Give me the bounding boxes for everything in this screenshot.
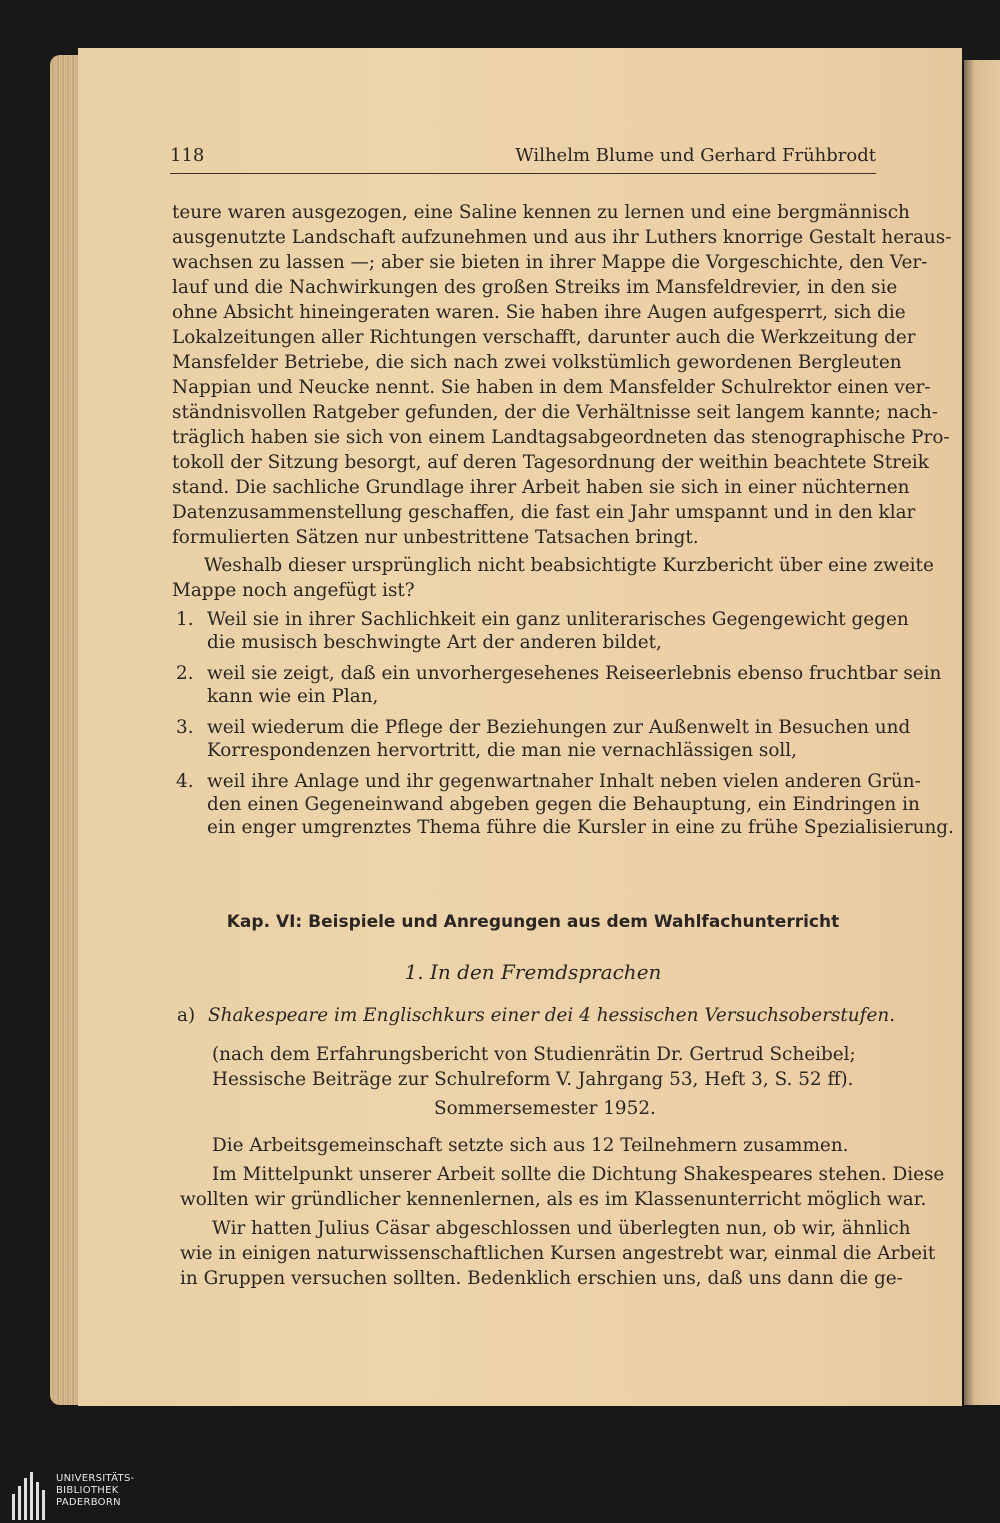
source-line: Sommersemester 1952.	[434, 1098, 656, 1119]
list-number: 2.	[176, 663, 194, 684]
footer-bar	[0, 1470, 1000, 1523]
library-name-line: BIBLIOTHEK	[56, 1485, 119, 1496]
body-line: ständnisvollen Ratgeber gefunden, der die Verhältnisse seit langem kannte; nach-	[172, 402, 938, 423]
source-line: Hessische Beiträge zur Schulreform V. Jahrgang 53, Heft 3, S. 52 ff).	[212, 1069, 854, 1090]
body-line: formulierten Sätzen nur unbestrittene Tatsachen bringt.	[172, 527, 699, 548]
list-item-line: weil wiederum die Pflege der Beziehungen zur Außenwelt in Besuchen und	[207, 717, 911, 738]
closing-line: in Gruppen versuchen sollten. Bedenklich erschien uns, daß uns dann die ge-	[180, 1268, 903, 1289]
source-line: (nach dem Erfahrungsbericht von Studienrätin Dr. Gertrud Scheibel;	[212, 1044, 856, 1065]
body-line: wachsen zu lassen —; aber sie bieten in ihrer Mappe die Vorgeschichte, den Ver-	[172, 252, 928, 273]
body-line: Mansfelder Betriebe, die sich nach zwei volkstümlich gewordenen Bergleuten	[172, 352, 902, 373]
running-head: Wilhelm Blume und Gerhard Frühbrodt	[515, 145, 876, 166]
item-label: a)	[177, 1005, 196, 1026]
list-number: 1.	[176, 609, 194, 630]
list-number: 4.	[176, 771, 194, 792]
library-name-line: UNIVERSITÄTS-	[56, 1473, 135, 1484]
body-line: träglich haben sie sich von einem Landtagsabgeordneten das stenographische Pro-	[172, 427, 950, 448]
body-line: stand. Die sachliche Grundlage ihrer Arbeit haben sie sich in einer nüchternen	[172, 477, 910, 498]
list-item-line: weil sie zeigt, daß ein unvorhergesehenes Reiseerlebnis ebenso fruchtbar sein	[207, 663, 942, 684]
list-number: 3.	[176, 717, 194, 738]
body-line: lauf und die Nachwirkungen des großen Streiks im Mansfeldrevier, in den sie	[172, 277, 898, 298]
body-line: ohne Absicht hineingeraten waren. Sie haben ihre Augen aufgesperrt, sich die	[172, 302, 906, 323]
closing-line: Die Arbeitsgemeinschaft setzte sich aus 12 Teilnehmern zusammen.	[212, 1135, 849, 1156]
page-number: 118	[170, 145, 205, 166]
subsection-heading: 1. In den Fremdsprachen	[404, 960, 662, 984]
closing-line: wollten wir gründlicher kennenlernen, als es im Klassenunterricht möglich war.	[180, 1189, 927, 1210]
body-line: teure waren ausgezogen, eine Saline kennen zu lernen und eine bergmännisch	[172, 202, 910, 223]
library-logo-icon	[12, 1472, 50, 1520]
list-item-line: den einen Gegeneinwand abgeben gegen die Behauptung, ein Eindringen in	[207, 794, 920, 815]
facing-page-edge	[964, 60, 1000, 1405]
question-line: Mappe noch angefügt ist?	[172, 580, 415, 601]
list-item-line: kann wie ein Plan,	[207, 686, 379, 707]
item-title: Shakespeare im Englischkurs einer dei 4 hessischen Versuchsoberstufen.	[208, 1005, 896, 1026]
list-item-line: die musisch beschwingte Art der anderen bildet,	[207, 632, 662, 653]
question-line: Weshalb dieser ursprünglich nicht beabsichtigte Kurzbericht über eine zweite	[204, 555, 934, 576]
chapter-heading: Kap. VI: Beispiele und Anregungen aus dem Wahlfachunterricht	[226, 912, 840, 932]
body-line: Datenzusammenstellung geschaffen, die fast ein Jahr umspannt und in den klar	[172, 502, 916, 523]
closing-line: Wir hatten Julius Cäsar abgeschlossen und überlegten nun, ob wir, ähnlich	[212, 1218, 911, 1239]
header-rule	[170, 173, 876, 174]
closing-line: wie in einigen naturwissenschaftlichen Kursen angestrebt war, einmal die Arbeit	[180, 1243, 936, 1264]
body-line: ausgenutzte Landschaft aufzunehmen und aus ihr Luthers knorrige Gestalt heraus-	[172, 227, 952, 248]
book-page-edges	[50, 55, 78, 1405]
body-line: Nappian und Neucke nennt. Sie haben in dem Mansfelder Schulrektor einen ver-	[172, 377, 931, 398]
list-item-line: Korrespondenzen hervortritt, die man nie vernachlässigen soll,	[207, 740, 797, 761]
body-line: tokoll der Sitzung besorgt, auf deren Tagesordnung der weithin beachtete Streik	[172, 452, 929, 473]
library-name-line: PADERBORN	[56, 1497, 121, 1508]
closing-line: Im Mittelpunkt unserer Arbeit sollte die Dichtung Shakespeares stehen. Diese	[212, 1164, 945, 1185]
body-line: Lokalzeitungen aller Richtungen verschafft, darunter auch die Werkzeitung der	[172, 327, 916, 348]
list-item-line: weil ihre Anlage und ihr gegenwartnaher Inhalt neben vielen anderen Grün-	[207, 771, 921, 792]
list-item-line: Weil sie in ihrer Sachlichkeit ein ganz unliterarisches Gegengewicht gegen	[207, 609, 909, 630]
list-item-line: ein enger umgrenztes Thema führe die Kursler in eine zu frühe Spezialisierung.	[207, 817, 954, 838]
